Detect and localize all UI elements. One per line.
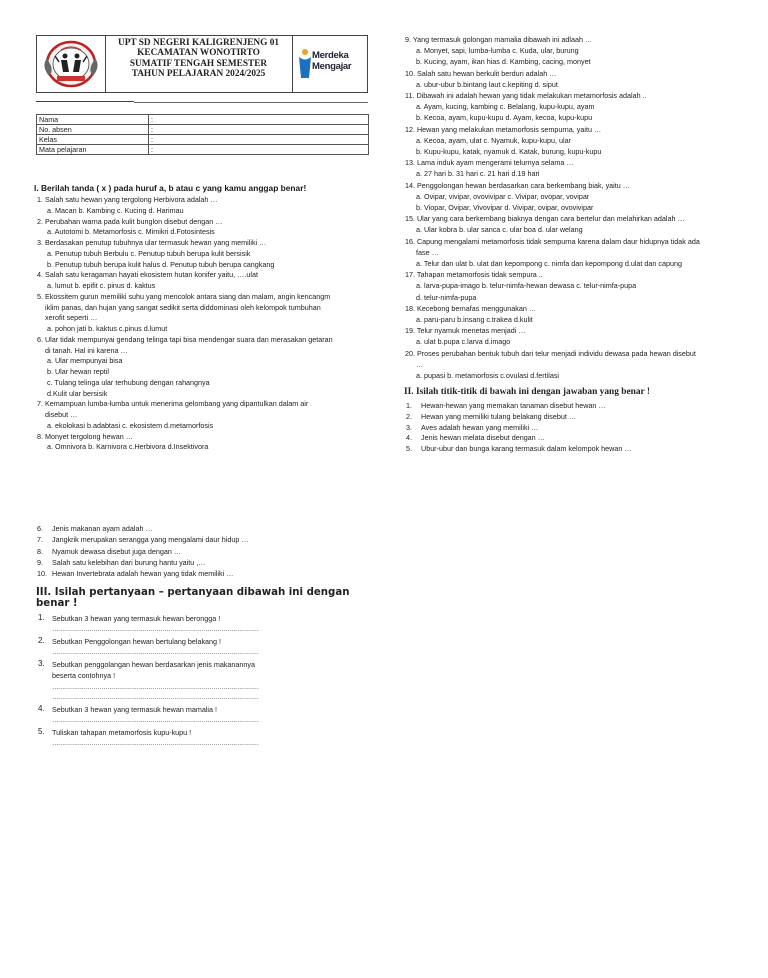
answer-dotted-line[interactable]: …………………………………………………………………………………………… (52, 626, 259, 633)
answer-options: a. 27 hari b. 31 hari c. 21 hari d.19 hari (416, 169, 540, 179)
essay-number: 5. (38, 727, 45, 736)
identity-label: Nama (37, 115, 149, 125)
essay-number: 4. (38, 704, 45, 713)
question-text: 6. Ular tidak mempunyai gendang telinga tapi bisa mendengar suara dan merasakan getaran (37, 334, 333, 344)
answer-options: a. Ovipar, vivipar, ovovivipar c. Vivipar, ovopar, vovipar (416, 191, 590, 201)
essay-number: 2. (38, 636, 45, 645)
fill-in-question: Hewan-hewan yang memakan tanaman disebut hewan … (421, 401, 606, 410)
merdeka-logo-text: Merdeka Mengajar (312, 50, 352, 72)
merdeka-logo-icon (297, 48, 313, 80)
question-text: 19. Telur nyamuk menetas menjadi … (405, 326, 526, 336)
answer-options: xerofit seperti … (45, 313, 98, 323)
fill-in-number: 2. (406, 411, 412, 421)
answer-options: di tanah. Hal ini karena … (45, 345, 128, 355)
school-title (105, 36, 293, 92)
identity-value[interactable]: : (149, 115, 369, 125)
essay-question: Sebutkan 3 hewan yang termasuk hewan mamalia ! (52, 705, 218, 714)
question-text: 18. Kecebong bernafas menggunakan … (405, 303, 537, 313)
school-logo-cell (37, 36, 106, 92)
answer-options: a. Ayam, kucing, kambing c. Belalang, kupu-kupu, ayam (416, 102, 595, 112)
fill-in-number: 3. (406, 422, 412, 432)
fill-in-number: 4. (406, 433, 412, 443)
answer-dotted-line[interactable]: …………………………………………………………………………………………… (52, 717, 259, 724)
question-text: 20. Proses perubahan bentuk tubuh dari telur menjadi individu dewasa pada hewan disebut (405, 348, 696, 358)
fill-in-number: 8. (37, 546, 43, 556)
answer-options: a. Autotomi b. Metamorfosis c. Mimikri d.Fotosintesis (47, 227, 215, 237)
answer-options: b. Penutup tubuh berupa kulit halus d. Penutup tubuh berupa cangkang (47, 259, 275, 269)
answer-options: a. ubur-ubur b.bintang laut c.kepiting d. siput (416, 79, 558, 89)
answer-options: b. Kucing, ayam, ikan hias d. Kambing, cacing, monyet (416, 57, 591, 67)
answer-options: a. Telur dan ulat b. ulat dan kepompong c. nimfa dan kepompong d.ulat dan capung (416, 259, 682, 268)
question-text: 11. Dibawah ini adalah hewan yang tidak melakukan metamorfosis adalah .. (405, 91, 647, 100)
question-text: 13. Lama induk ayam mengerami telurnya selama … (405, 158, 574, 168)
identity-value[interactable]: : (149, 135, 369, 145)
question-text: 16. Capung mengalami metamorfosis tidak sempurna karena dalam daur hidupnya tidak ada (405, 236, 700, 246)
answer-options: … (416, 359, 424, 369)
essay-number: 1. (38, 613, 45, 622)
answer-options: a. Macan b. Kambing c. Kucing d. Harimau (47, 205, 184, 215)
answer-options: a. ulat b.pupa c.larva d.imago (416, 337, 511, 347)
identity-label: No. absen (37, 125, 149, 135)
question-text: 15. Ular yang cara berkembang biaknya dengan cara bertelur dan melahirkan adalah … (405, 214, 685, 224)
answer-options: a. Penutup tubuh Berbulu c. Penutup tubuh berupa kulit bersisik (47, 248, 251, 258)
fill-in-number: 6. (37, 524, 43, 533)
fill-in-number: 1. (406, 401, 412, 410)
question-text: 3. Berdasakan penutup tubuhnya ular termasuk hewan yang memiliki … (37, 238, 267, 247)
question-text: 2. Perubahan warna pada kulit bunglon disebut dengan … (37, 216, 223, 226)
answer-options: c. Tulang telinga ular terhubung dengan rahangnya (47, 377, 210, 387)
answer-options: a. pohon jati b. kaktus c.pinus d.lumut (47, 324, 168, 333)
answer-options: d.Kulit ular bersisik (47, 388, 108, 398)
merdeka-mengajar-logo (293, 36, 369, 92)
school-title-line: KECAMATAN WONOTIRTO (137, 48, 260, 59)
answer-options: b. Viopar, Ovipar, Vivovipar d. Vivipar, ovipar, ovovivipar (416, 203, 594, 212)
fill-in-question: Hewan Invertebrata adalah hewan yang tidak memiliki … (52, 569, 234, 579)
school-title-line: UPT SD NEGERI KALIGRENJENG 01 (117, 38, 279, 48)
identity-label: Kelas (37, 135, 149, 145)
section-2-title: II. Isilah titik-titik di bawah ini dengan jawaban yang benar ! (404, 387, 650, 397)
answer-options: a. Kecoa, ayam, ulat c. Nyamuk, kupu-kupu, ular (416, 135, 572, 145)
exam-header (36, 35, 368, 93)
essay-question: beserta contohnya ! (52, 671, 116, 680)
school-logo (37, 36, 105, 92)
answer-options: a. Monyet, sapi, lumba-lumba c. Kuda, ular, burung (416, 46, 579, 56)
answer-options: a. Omnivora b. Karnivora c.Herbivora d.Insektivora (47, 442, 209, 452)
fill-in-question: Jenis hewan melata disebut dengan … (421, 433, 545, 443)
answer-options: a. lumut b. epifit c. pinus d. kaktus (47, 281, 156, 290)
fill-in-question: Salah satu kelebihan dari burung hantu yaitu ,… (52, 557, 206, 567)
question-text: 4. Salah satu keragaman hayati ekosistem hutan konifer yaitu, ….ulat (37, 270, 258, 280)
identity-value[interactable]: : (149, 145, 369, 155)
question-text: 17. Tahapan metamorfosis tidak sempura .. (405, 270, 543, 280)
question-text: 7. Kemampuan lumba-lumba untuk menerima gelombang yang dipantulkan dalam air (37, 399, 309, 409)
answer-options: b. Kupu-kupu, katak, nyamuk d. Katak, burung, kupu-kupu (416, 147, 602, 156)
question-text: 5. Ekossitem gurun memiliki suhu yang mencolok antara siang dan malam, angin kencangm (37, 291, 331, 301)
identity-row (37, 125, 369, 135)
identity-label: Mata pelajaran (37, 145, 149, 155)
fill-in-question: Hewan yang memiliki tulang belakang disebut … (421, 411, 577, 421)
question-text: 12. Hewan yang melakukan metamorfosis sempurna, yaitu … (405, 124, 602, 134)
answer-options: a. pupasi b. metamorfosis c.ovulasi d.fertilasi (416, 371, 560, 380)
fill-in-question: Jangkrik merupakan serangga yang mengalami daur hidup … (52, 535, 249, 545)
essay-question: Sebutkan 3 hewan yang termasuk hewan berongga ! (52, 614, 221, 623)
question-text: 1. Salah satu hewan yang tergolong Herbivora adalah … (37, 195, 218, 204)
school-title-line: TAHUN PELAJARAN 2024/2025 (131, 69, 266, 80)
answer-options: disebut … (45, 410, 78, 419)
question-text: 14. Penggolongan hewan berdasarkan cara berkembang biak, yaitu … (405, 180, 630, 190)
answer-options: a. paru-paru b.insang c.trakea d.kulit (416, 315, 533, 324)
fill-in-question: Jenis makanan ayam adalah … (52, 524, 153, 533)
answer-options: b. Kecoa, ayam, kupu-kupu d. Ayam, kecoa, kupu-kupu (416, 113, 593, 123)
section-3-title: III. Isilah pertanyaan – pertanyaan dibawah ini dengan benar ! (36, 587, 350, 609)
question-text: 10. Salah satu hewan berkulit berduri adalah … (405, 68, 557, 78)
fill-in-number: 5. (406, 444, 412, 454)
answer-options: d. telur-nimfa-pupa (416, 292, 477, 302)
answer-dotted-line[interactable]: …………………………………………………………………………………………… (52, 684, 259, 691)
answer-options: a. Ular kobra b. ular sanca c. ular boa d. ular welang (416, 225, 583, 235)
identity-value[interactable]: : (149, 125, 369, 135)
identity-row (37, 115, 369, 125)
answer-options: a. ekolokasi b.adabtasi c. ekosistem d.metamorfosis (47, 420, 214, 430)
fill-in-number: 10. (37, 569, 47, 579)
section-1-title: I. Berilah tanda ( x ) pada huruf a, b atau c yang kamu anggap benar! (34, 183, 307, 193)
question-text: 8. Monyet tergolong hewan … (37, 431, 133, 441)
fill-in-number: 7. (37, 535, 43, 545)
fill-in-question: Aves adalah hewan yang memiliki … (421, 422, 539, 432)
answer-options: fase … (416, 247, 439, 257)
answer-dotted-line[interactable]: …………………………………………………………………………………………… (52, 694, 259, 701)
answer-options: a. larva-pupa-imago b. telur-nimfa-hewan dewasa c. telur-nimfa-pupa (416, 281, 637, 291)
school-title-line: SUMATIF TENGAH SEMESTER (129, 58, 268, 69)
identity-row (37, 145, 369, 155)
answer-options: a. Ular mempunyai bisa (47, 356, 123, 366)
answer-dotted-line[interactable]: …………………………………………………………………………………………… (52, 649, 259, 656)
essay-number: 3. (38, 659, 45, 668)
answer-options: b. Ular hewan reptil (47, 367, 109, 376)
student-identity-table (36, 114, 369, 155)
fill-in-number: 9. (37, 557, 43, 567)
essay-question: Sebutkan penggolangan hewan berdasarkan jenis makanannya (52, 660, 255, 669)
essay-question: Sebutkan Penggolongan hewan bertulang belakang ! (52, 637, 222, 646)
fill-in-question: Nyamuk dewasa disebut juga dengan … (52, 546, 182, 556)
header-divider (134, 102, 368, 103)
answer-options: iklim panas, dan hujan yang sangat sedikit serta diddominasi oleh kelompok tumbuhan (45, 302, 321, 312)
essay-question: Tuliskan tahapan metamorfosis kupu-kupu ! (52, 728, 192, 737)
question-text: 9. Yang termasuk golongan mamalia dibawah ini adlaah … (405, 35, 593, 44)
fill-in-question: Ubur-ubur dan bunga karang termasuk dalam kelompok hewan … (421, 444, 632, 454)
answer-dotted-line[interactable]: …………………………………………………………………………………………… (52, 740, 259, 747)
identity-row (37, 135, 369, 145)
header-divider (36, 101, 134, 102)
